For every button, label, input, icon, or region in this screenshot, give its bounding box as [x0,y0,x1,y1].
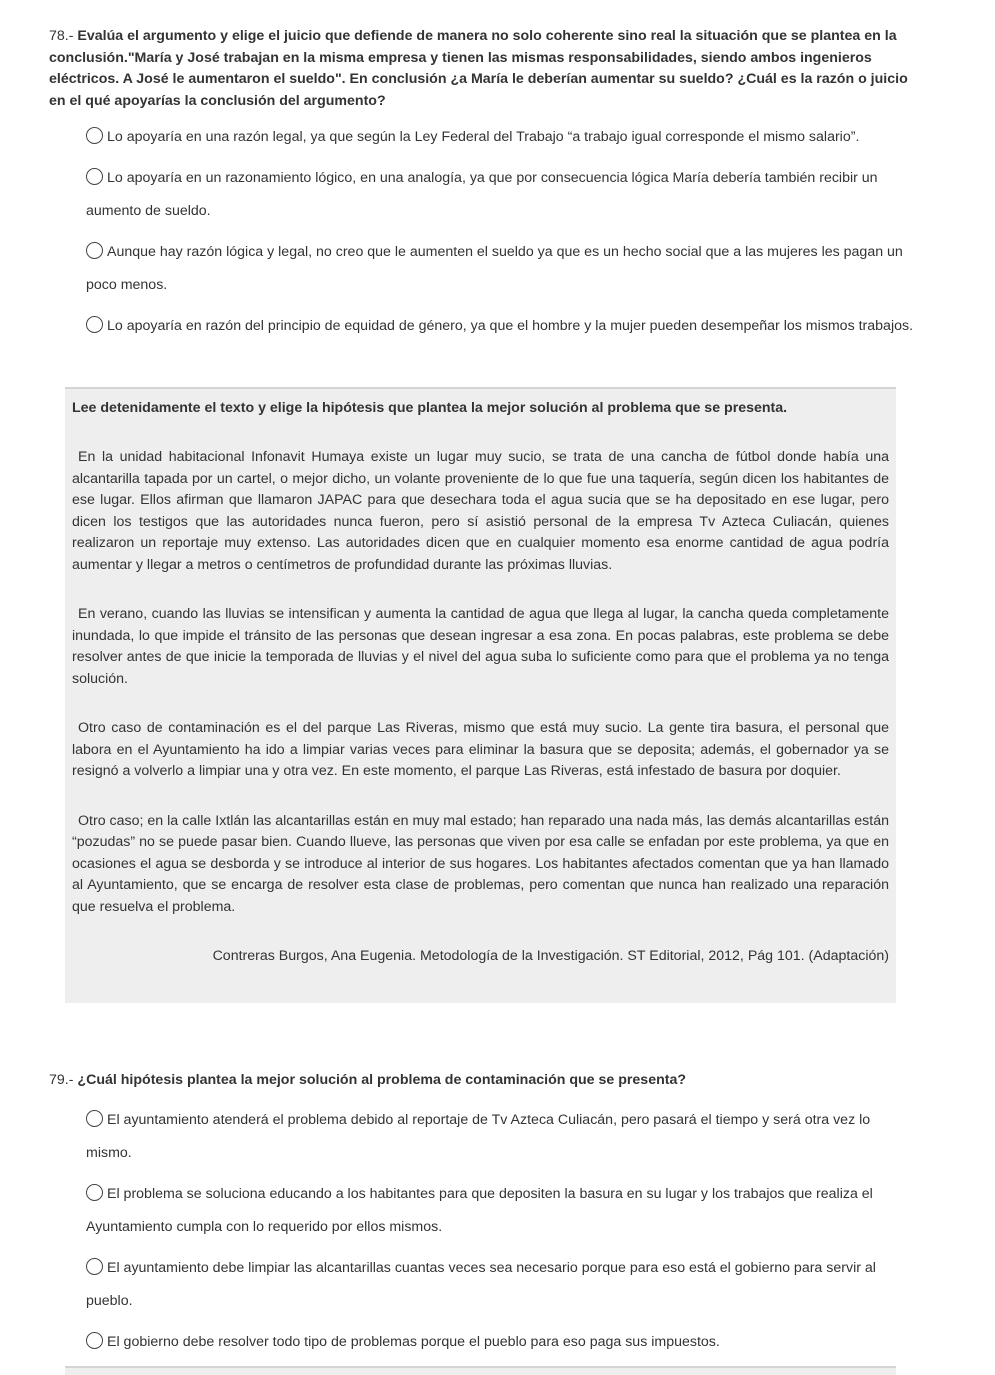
next-reading-box-edge [65,1366,896,1375]
radio-button-icon[interactable] [86,316,103,333]
radio-button-icon[interactable] [86,168,103,185]
question-79 [49,1070,917,1367]
option-label: El gobierno debe resolver todo tipo de problemas porque el pueblo para eso paga sus impuestos. [107,1333,720,1350]
answer-option[interactable] [86,1252,917,1318]
question-78-title [49,26,917,112]
question-number: 79.- [49,1072,74,1088]
radio-button-icon[interactable] [86,1332,103,1349]
answer-option[interactable] [86,121,917,154]
answer-option[interactable] [86,1326,917,1359]
option-label: Lo apoyaría en un razonamiento lógico, en una analogía, ya que por consecuencia lógica María debería también recibir un aumento de sueldo. [86,170,878,219]
option-label: Lo apoyaría en razón del principio de equidad de género, ya que el hombre y la mujer pueden desempeñar los mismos trabajos. [107,318,914,334]
question-text: Evalúa el argumento y elige el juicio que defiende de manera no solo coherente sino real la situación que se plantea en la conclusión."María y José trabajan en la misma empresa y tienen las mismas responsabilidades, siendo ambos ingenieros eléctricos. A José le aumentaron el sueldo". En conclusión ¿a María le deberían aumentar su sueldo? ¿Cuál es la razón o juicio en el qué apoyarías la conclusión del argumento? [49,28,908,109]
answer-options [86,121,917,343]
option-label: Aunque hay razón lógica y legal, no creo que le aumenten el sueldo ya que es un hecho social que a las mujeres les pagan un poco menos. [86,244,903,293]
radio-button-icon[interactable] [86,242,103,259]
option-label: El ayuntamiento debe limpiar las alcantarillas cuantas veces sea necesario porque para eso está el gobierno para servir al pueblo. [86,1259,876,1309]
answer-option[interactable] [86,162,917,228]
reading-citation: Contreras Burgos, Ana Eugenia. Metodología de la Investigación. ST Editorial, 2012, Pág 101. (Adaptación) [212,948,889,964]
answer-option[interactable] [86,310,917,343]
reading-heading: Lee detenidamente el texto y elige la hipótesis que plantea la mejor solución al problema que se presenta. [72,400,788,416]
answer-options [86,1104,917,1359]
question-78 [49,26,917,351]
question-79-title [49,1070,917,1092]
answer-option[interactable] [86,1104,917,1170]
reading-paragraph: En verano, cuando las lluvias se intensifican y aumenta la cantidad de agua que llega al lugar, la cancha queda completamente inundada, lo que impide el tránsito de las personas que desean ingresar a esa zona. En pocas palabras, este problema se debe resolver antes de que inicie la temporada de lluvias y el nivel del agua suba lo suficiente como para que el problema ya no tenga solución. [72,606,889,687]
radio-button-icon[interactable] [86,1110,103,1127]
reading-paragraph: Otro caso de contaminación es el del parque Las Riveras, mismo que está muy sucio. La gente tira basura, el personal que labora en el Ayuntamiento ha ido a limpiar varias veces para eliminar la basura que se deposita; además, el gobernador ya se resignó a volverlo a limpiar una y otra vez. En este momento, el parque Las Riveras, está infestado de basura por doquier. [72,720,889,779]
question-text: ¿Cuál hipótesis plantea la mejor solución al problema de contaminación que se presenta? [77,1072,687,1088]
reading-paragraph: Otro caso; en la calle Ixtlán las alcantarillas están en muy mal estado; han reparado una nada más, las demás alcantarillas están “pozudas” no se puede pasar bien. Cuando llueve, las personas que viven por esa calle se enfadan por este problema, ya que en ocasiones el agua se desborda y se introduce al interior de sus hogares. Los habitantes afectados comentan que ya han llamado al Ayuntamiento, que se encarga de resolver esta clase de problemas, pero comentan que nunca han realizado una reparación que resuelva el problema. [72,812,889,915]
question-number: 78.- [49,28,74,44]
answer-option[interactable] [86,1178,917,1244]
radio-button-icon[interactable] [86,1258,103,1275]
option-label: El problema se soluciona educando a los habitantes para que depositen la basura en su lugar y los trabajos que realiza el Ayuntamiento cumpla con lo requerido por ellos mismos. [86,1185,873,1235]
option-label: El ayuntamiento atenderá el problema debido al reportaje de Tv Azteca Culiacán, pero pasará el tiempo y será otra vez lo mismo. [86,1111,871,1161]
radio-button-icon[interactable] [86,127,103,144]
radio-button-icon[interactable] [86,1184,103,1201]
reading-passage [65,387,896,1003]
answer-option[interactable] [86,236,917,302]
reading-paragraph: En la unidad habitacional Infonavit Humaya existe un lugar muy sucio, se trata de una cancha de fútbol donde había una alcantarilla tapada por un cartel, o mejor dicho, un volante proveniente de lo que fue una taquería, según dicen los habitantes de ese lugar. Ellos afirman que llamaron JAPAC para que desechara toda el agua sucia que se ha depositado en ese lugar, pero dicen los testigos que las autoridades nunca fueron, pero sí asistió personal de la empresa Tv Azteca Culiacán, quienes realizaron un reportaje muy extenso. Las autoridades dicen que en cualquier momento esa enorme cantidad de agua podría aumentar y llegar a metros o centímetros de profundidad durante las próximas lluvias. [72,449,889,573]
option-label: Lo apoyaría en una razón legal, ya que según la Ley Federal del Trabajo “a trabajo igual corresponde el mismo salario”. [107,129,860,145]
